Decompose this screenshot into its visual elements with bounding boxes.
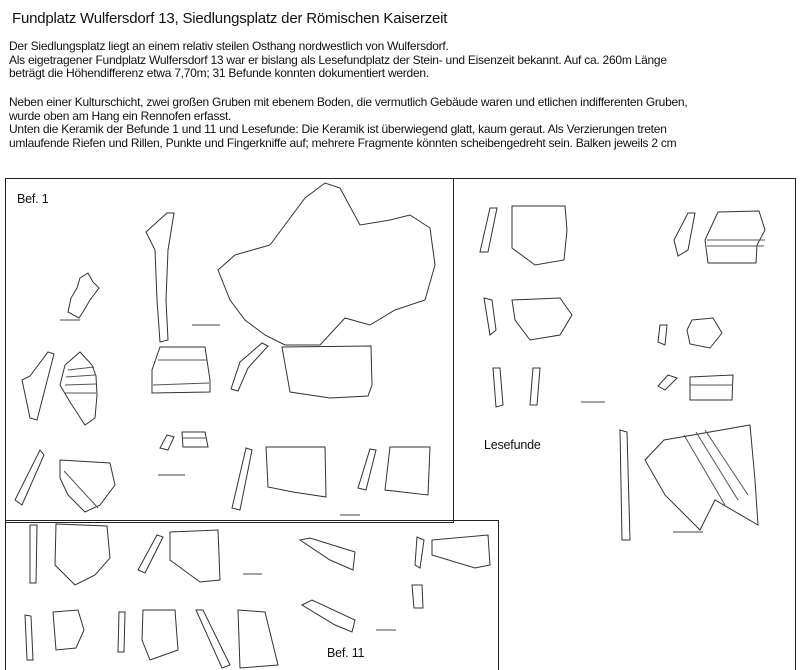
text-line: Der Siedlungsplatz liegt an einem relativ steilen Osthang nordwestlich von Wulfersdorf. xyxy=(9,39,449,53)
text-line: umlaufende Riefen und Rillen, Punkte und Fingerkniffe auf; mehrere Fragmente könnten scheibengedreht sein. Balken jeweils 2 cm xyxy=(9,135,677,150)
text-line: beträgt die Höhendifferenz etwa 7,70m; 31 Befunde konnten dokumentiert werden. xyxy=(9,66,429,80)
page-title: Fundplatz Wulfersdorf 13, Siedlungsplatz der Römischen Kaiserzeit xyxy=(12,10,448,27)
lesefunde-sherds xyxy=(480,206,765,540)
findings-paragraph xyxy=(9,96,687,150)
intro-paragraph xyxy=(9,40,667,81)
text-line: Als eigetragener Fundplatz Wulfersdorf 13 war er bislang als Lesefundplatz der Stein- und Eisenzeit bekannt. Auf ca. 260m Länge xyxy=(9,52,667,67)
bef11-label: Bef. 11 xyxy=(327,646,365,660)
text-line: Neben einer Kulturschicht, zwei großen Gruben mit ebenem Boden, die vermutlich Gebäude waren und etlichen indifferenten Gruben, xyxy=(9,95,688,109)
pottery-plate xyxy=(0,170,800,670)
bef11-sherds xyxy=(25,524,490,668)
bef1-sherds xyxy=(15,183,435,515)
bef1-label: Bef. 1 xyxy=(17,192,49,206)
lesefunde-label: Lesefunde xyxy=(484,438,541,452)
text-line: wurde oben am Hang ein Rennofen erfasst. xyxy=(9,108,232,123)
text-line: Unten die Keramik der Befunde 1 und 11 und Lesefunde: Die Keramik ist überwiegend glatt, kaum geraut. Als Verzierungen treten xyxy=(9,122,667,136)
